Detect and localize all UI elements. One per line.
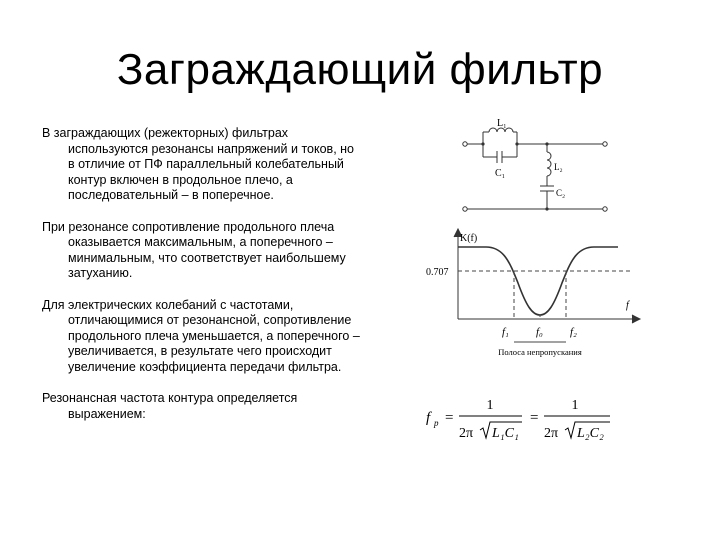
frequency-response-graph [422, 225, 647, 365]
paragraph-1: В заграждающих (режекторных) фильтрах используются резонансы напряжений и токов, но в отличие от ПФ параллельный колебательный контур включен в продольное плечо, а последовательный – в поперечное. [42, 126, 354, 202]
resonance-formula [422, 390, 622, 450]
fraction-1-numerator: 1 [486, 398, 494, 413]
band-label: Полоса непропускания [498, 347, 582, 357]
paragraph-3: Для электрических колебаний с частотами, отличающимися от резонансной, сопротивление продольного плеча уменьшается, а поперечного – увеличивается, в результате чего происходит увеличение коэффициента передачи фильтра. [42, 297, 360, 374]
formula-lhs-subscript: p [434, 418, 439, 428]
l1-label: L₁ [497, 118, 507, 129]
circuit-diagram [455, 112, 615, 218]
f2-label: f₂ [570, 326, 577, 338]
fraction-2-radicand: L₂C₂ [577, 426, 604, 441]
formula-equals-1: = [445, 410, 454, 426]
fraction-2-prefix: 2π [544, 426, 559, 441]
f1-label: f₁ [502, 326, 509, 338]
paragraph-4: Резонансная частота контура определяется выражением: [42, 391, 298, 421]
level-0707-label: 0.707 [426, 267, 449, 278]
fraction-2-numerator: 1 [571, 398, 579, 413]
l2-label: L₂ [554, 162, 563, 172]
formula-lhs: f [426, 410, 431, 426]
y-axis-label: K(f) [460, 233, 478, 244]
paragraph-2: При резонансе сопротивление продольного плеча оказывается максимальным, а поперечного – минимальным, что соответствует наибольшему затуханию. [42, 219, 346, 280]
x-axis-label: f [626, 300, 629, 311]
fraction-1-radicand: L₁C₁ [492, 426, 519, 441]
c2-label: C₂ [556, 188, 566, 198]
slide-title: Заграждающий фильтр [116, 45, 604, 94]
f0-label: f₀ [536, 326, 543, 338]
body-text [42, 126, 362, 438]
c1-label: C₁ [495, 168, 506, 179]
fraction-1-prefix: 2π [459, 426, 474, 441]
formula-equals-2: = [530, 410, 539, 426]
